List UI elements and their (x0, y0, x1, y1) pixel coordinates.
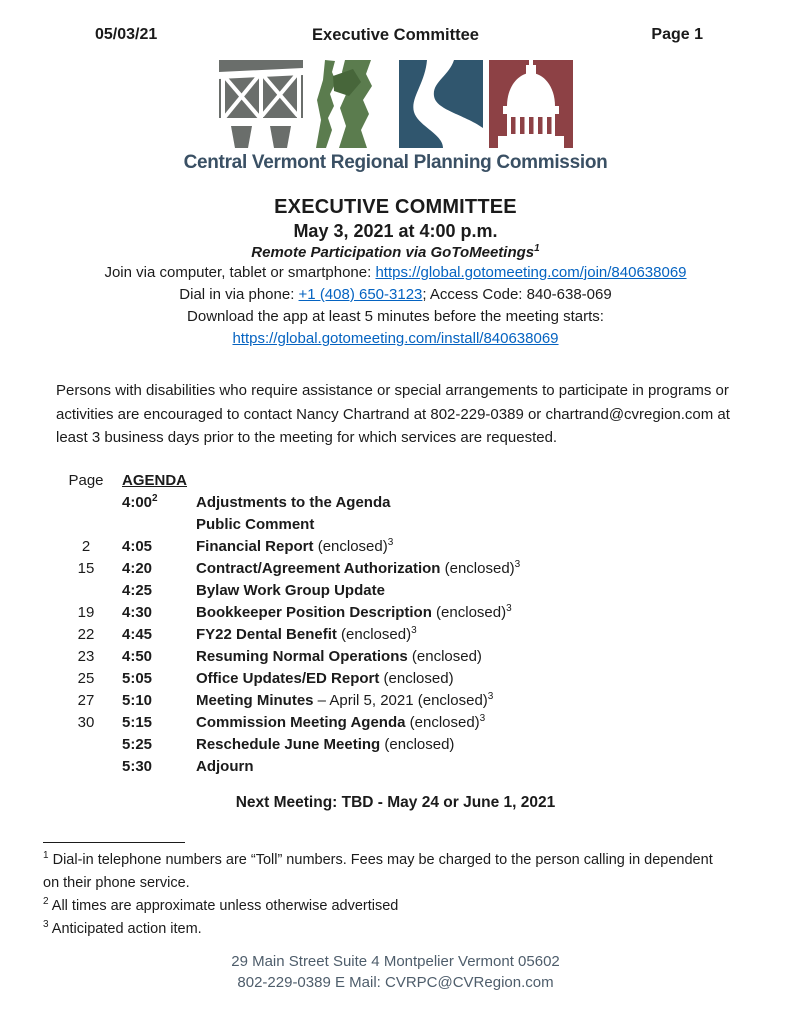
footnotes (43, 849, 731, 941)
agenda-item-time: 5:05 (122, 669, 153, 687)
agenda-item-time: 5:25 (122, 735, 153, 753)
agenda-item-page (66, 514, 106, 536)
agenda-item-time: $4:00^2$ (122, 492, 158, 511)
agenda-item-text: Resuming Normal Operations (enclosed) (196, 647, 482, 665)
agenda-item-time: 5:15 (122, 713, 153, 731)
agenda-item-text: Bylaw Work Group Update (196, 581, 385, 599)
footnote-1: $^1$ Dial-in telephone numbers are “Toll” numbers. Fees may be charged to the person calling in dependent on their phone service. (43, 849, 713, 891)
agenda-item-text: Bookkeeper Position Description (enclosed)$^3$ (196, 602, 512, 621)
page-footer (0, 951, 791, 993)
join-meeting-link[interactable]: https://global.gotomeeting.com/join/840638069 (375, 264, 687, 281)
header-page-number: Page 1 (651, 26, 703, 43)
next-meeting-note: Next Meeting: TBD - May 24 or June 1, 2021 (235, 793, 556, 811)
cvrpc-logo (0, 60, 791, 174)
agenda-item-text: Reschedule June Meeting (enclosed) (196, 735, 455, 753)
agenda-item-page: 30 (77, 713, 95, 731)
agenda-item-page (66, 756, 106, 778)
join-line (0, 263, 791, 283)
agenda-item-page (66, 580, 106, 602)
agenda-item-time: 4:05 (122, 537, 153, 555)
remote-participation-note (0, 244, 791, 261)
agenda-item-page (66, 734, 106, 756)
remote-note-footnote-ref: 1 (534, 243, 540, 254)
agenda-item-page: 22 (77, 625, 95, 643)
agenda-item-time: 4:25 (122, 581, 153, 599)
agenda-item-text: Adjourn (196, 757, 254, 775)
capitol-dome-icon (489, 60, 573, 148)
install-line (0, 329, 791, 349)
download-note: Download the app at least 5 minutes before the meeting starts: (187, 308, 604, 325)
agenda-item-text: FY22 Dental Benefit (enclosed)$^3$ (196, 624, 417, 643)
access-code: ; Access Code: 840-638-069 (422, 286, 612, 303)
agenda-page-header: Page (68, 471, 104, 489)
dial-line (0, 285, 791, 305)
agenda-item-time: 5:10 (122, 691, 153, 709)
agenda-item-page: 27 (77, 691, 95, 709)
vermont-state-icon (309, 60, 393, 148)
agenda-item-page (66, 492, 106, 514)
footnote-3: $^3$ Anticipated action item. (43, 918, 202, 937)
footer-contact: 802-229-0389 E Mail: CVRPC@CVRegion.com (237, 973, 554, 991)
agenda-item-text: Meeting Minutes – April 5, 2021 (enclosed)$^3$ (196, 690, 494, 709)
join-label: Join via computer, tablet or smartphone: (104, 264, 376, 281)
dial-phone-link[interactable]: +1 (408) 650-3123 (298, 286, 423, 303)
agenda-item-page: 2 (81, 537, 91, 555)
agenda-item-time: 5:30 (122, 757, 153, 775)
install-app-link[interactable]: https://global.gotomeeting.com/install/840638069 (232, 330, 559, 347)
logo-tiles (0, 60, 791, 148)
agenda-section (66, 470, 791, 778)
logo-caption: Central Vermont Regional Planning Commission (183, 152, 608, 173)
meeting-datetime: May 3, 2021 at 4:00 p.m. (293, 221, 498, 241)
header-title: Executive Committee (312, 26, 479, 44)
footnote-separator (43, 842, 185, 843)
agenda-item-text: Public Comment (196, 515, 315, 533)
footnote-2: $^2$ All times are approximate unless otherwise advertised (43, 895, 399, 914)
agenda-item-page: 19 (77, 603, 95, 621)
agenda-item-text: Adjustments to the Agenda (196, 493, 391, 511)
agenda-title-header: AGENDA (122, 471, 188, 489)
agenda-item-time: 4:30 (122, 603, 153, 621)
agenda-item-text: Commission Meeting Agenda (enclosed)$^3$ (196, 712, 486, 731)
agenda-item-page: 15 (77, 559, 95, 577)
river-icon (399, 60, 483, 148)
agenda-item-text: Contract/Agreement Authorization (enclosed)$^3$ (196, 558, 521, 577)
agenda-item-time: 4:45 (122, 625, 153, 643)
agenda-item-text: Financial Report (enclosed)$^3$ (196, 536, 394, 555)
agenda-table (66, 470, 791, 778)
page-header (0, 26, 791, 48)
footer-address: 29 Main Street Suite 4 Montpelier Vermont 05602 (231, 952, 560, 970)
agenda-item-time (122, 514, 180, 536)
agenda-item-page: 23 (77, 647, 95, 665)
accessibility-notice: Persons with disabilities who require assistance or special arrangements to participate in programs or activities are encouraged to contact Nancy Chartrand at 802-229-0389 or chartrand@cvregion.com at least 3 business days prior to the meeting for which services are requested. (56, 382, 730, 446)
agenda-item-time: 4:50 (122, 647, 153, 665)
bridge-icon (219, 60, 303, 148)
agenda-item-time: 4:20 (122, 559, 153, 577)
agenda-item-text: Office Updates/ED Report (enclosed) (196, 669, 454, 687)
header-date: 05/03/21 (95, 26, 158, 43)
agenda-item-page: 25 (77, 669, 95, 687)
remote-note-text: Remote Participation via GoToMeetings (251, 244, 535, 261)
dial-label: Dial in via phone: (179, 286, 299, 303)
meeting-title: EXECUTIVE COMMITTEE (274, 196, 517, 218)
